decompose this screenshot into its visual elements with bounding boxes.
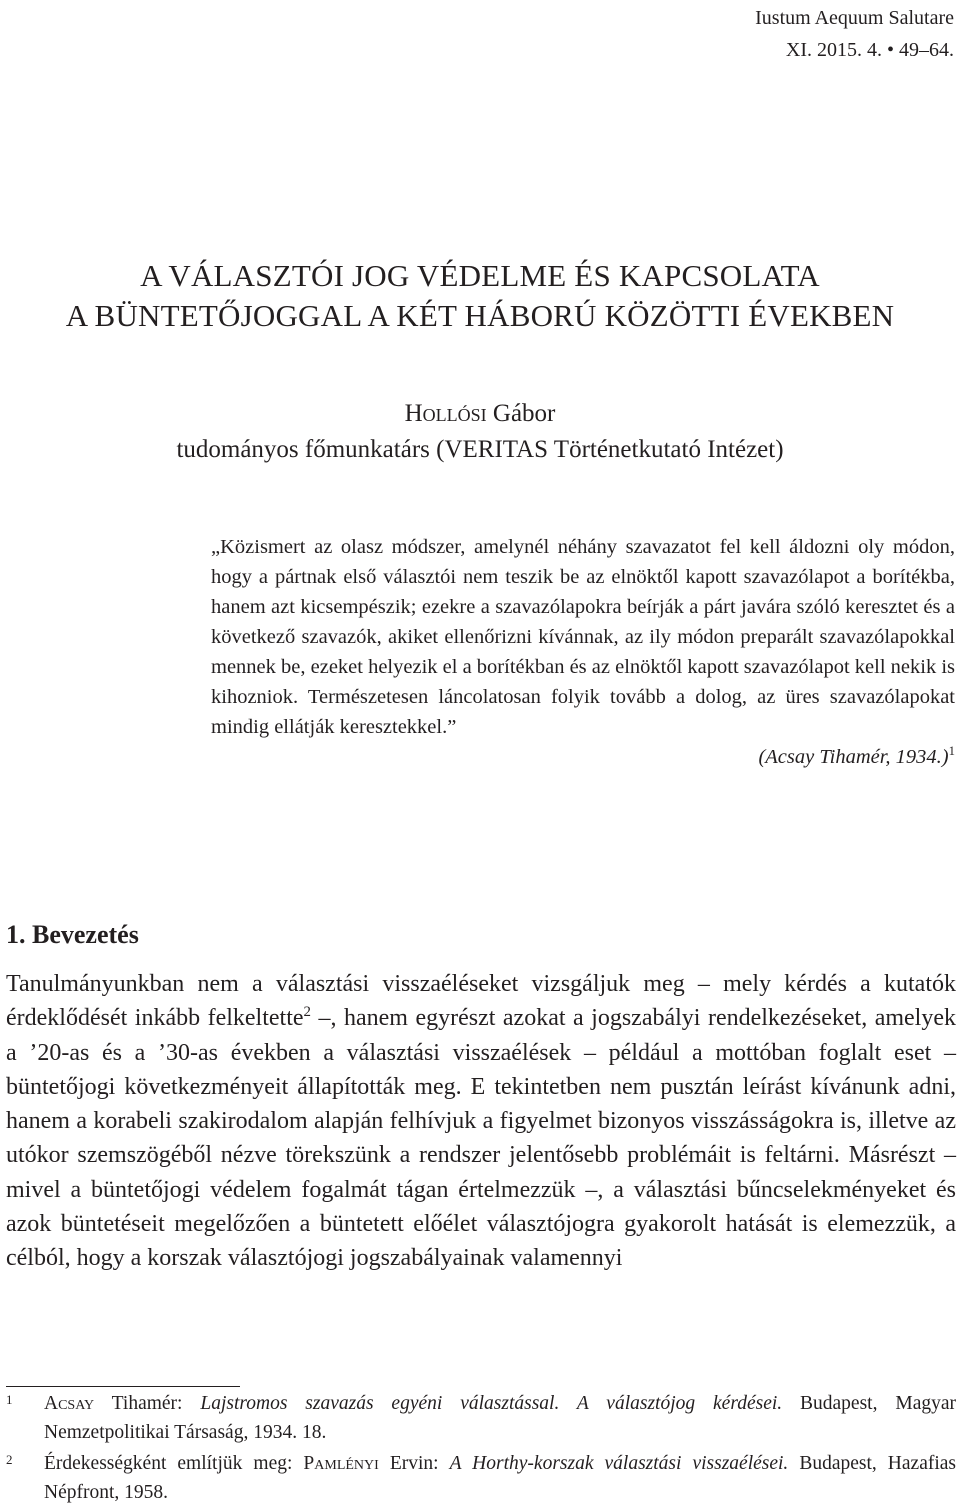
title-line-2: A BÜNTETŐJOGGAL A KÉT HÁBORÚ KÖZÖTTI ÉVEKBEN xyxy=(65,298,895,333)
motto-quote xyxy=(211,532,955,772)
motto-source-text: (Acsay Tihamér, 1934.) xyxy=(758,746,949,768)
body-text-part-2: –, hanem egyrészt azokat a jogszabályi rendelkezéseket, amelyek a ’20-as és a ’30-as években a választási visszaélések – például a mottóban foglalt eset – büntetőjogi következményeit állapították meg. E tekintetben nem pusztán leírást kívánunk adni, hanem a korabeli szakirodalom alapján felhívjuk a figyelmet bizonyos visszásságokra is, illetve az utókor szemszögéből nézve törekszünk a rendszer jelentősebb problémáit is feltárni. Másrészt – mivel a büntetőjogi védelem fogalmát tágan értelmezzük –, a választási bűncselekményeket és azok büntetéseit megelőzően a büntetett előélet választójogra gyakorolt hatását is elemezzük, a célból, hogy a korszak választójogi jogszabályainak valamennyi xyxy=(6,1005,956,1272)
journal-issue: XI. 2015. 4. • 49–64. xyxy=(785,39,954,61)
footnote-ref-1[interactable]: 1 xyxy=(948,744,955,759)
motto-text: „Közismert az olasz módszer, amelynél néhány szavazatot fel kell áldozni oly módon, hogy a pártnak első választói nem teszik be az elnöktől kapott szavazólapot a borítékba, hanem azt kicsempészik; ezekre a szavazólapokra beírják a párt javára szóló keresztet és a következő szavazók, akiket ellenőrizni kívánnak, az ily módon preparált szavazólapokkal mennek be, ezeket helyezik el a borítékban és az elnöktől kapott szavazólapot kell nekik is kihozniok. Természetesen láncolatosan folyik tovább a dolog, az üres szavazólapokat mindig ellátják keresztekkel.” xyxy=(211,536,955,738)
footnote-text xyxy=(44,1389,956,1447)
footnote-work-title: Lajstromos szavazás egyéni választással. A választójog kérdései. xyxy=(200,1393,783,1414)
body-text-part-1: Tanulmányunkban nem a választási visszaéléseket vizsgáljuk meg – mely kérdés a kutatók érdeklődését inkább felkeltette xyxy=(6,971,956,1032)
footnote-publication: Budapest, Magyar Nemzetpolitikai Társaság, 1934. 18. xyxy=(44,1393,956,1443)
footnote-text xyxy=(44,1449,956,1507)
section-heading: 1. Bevezetés xyxy=(6,920,139,949)
footnote-work-title: A Horthy-korszak választási visszaélései. xyxy=(449,1453,789,1474)
author-block xyxy=(0,396,960,468)
author-name xyxy=(0,396,960,432)
body-paragraph xyxy=(6,967,956,1276)
footnote-divider xyxy=(6,1386,240,1387)
journal-header xyxy=(755,2,954,66)
author-given: Gábor xyxy=(486,400,556,427)
author-affiliation: tudományos főmunkatárs (VERITAS Történetkutató Intézet) xyxy=(176,436,784,463)
motto-source xyxy=(211,742,955,772)
footnote-author-rest: Ervin: xyxy=(378,1453,450,1474)
footnote-2 xyxy=(6,1449,956,1507)
footnote-1 xyxy=(6,1389,956,1447)
footnote-author-surname: Acsay xyxy=(44,1393,95,1414)
footnote-intro: Érdekességként említjük meg: xyxy=(44,1453,304,1474)
footnote-number: 1 xyxy=(6,1392,13,1407)
author-surname: Hollósi xyxy=(404,400,487,427)
journal-name: Iustum Aequum Salutare xyxy=(755,7,954,29)
footnote-publication: Budapest, Hazafias Népfront, 1958. xyxy=(44,1453,957,1503)
article-title xyxy=(0,256,960,336)
footnote-author-rest: Tihamér: xyxy=(94,1393,201,1414)
title-line-1: A VÁLASZTÓI JOG VÉDELME ÉS KAPCSOLATA xyxy=(140,258,820,293)
footnote-ref-2[interactable]: 2 xyxy=(303,1004,311,1021)
footnote-number: 2 xyxy=(6,1452,13,1467)
footnote-author-surname: Pamlényi xyxy=(303,1453,379,1474)
